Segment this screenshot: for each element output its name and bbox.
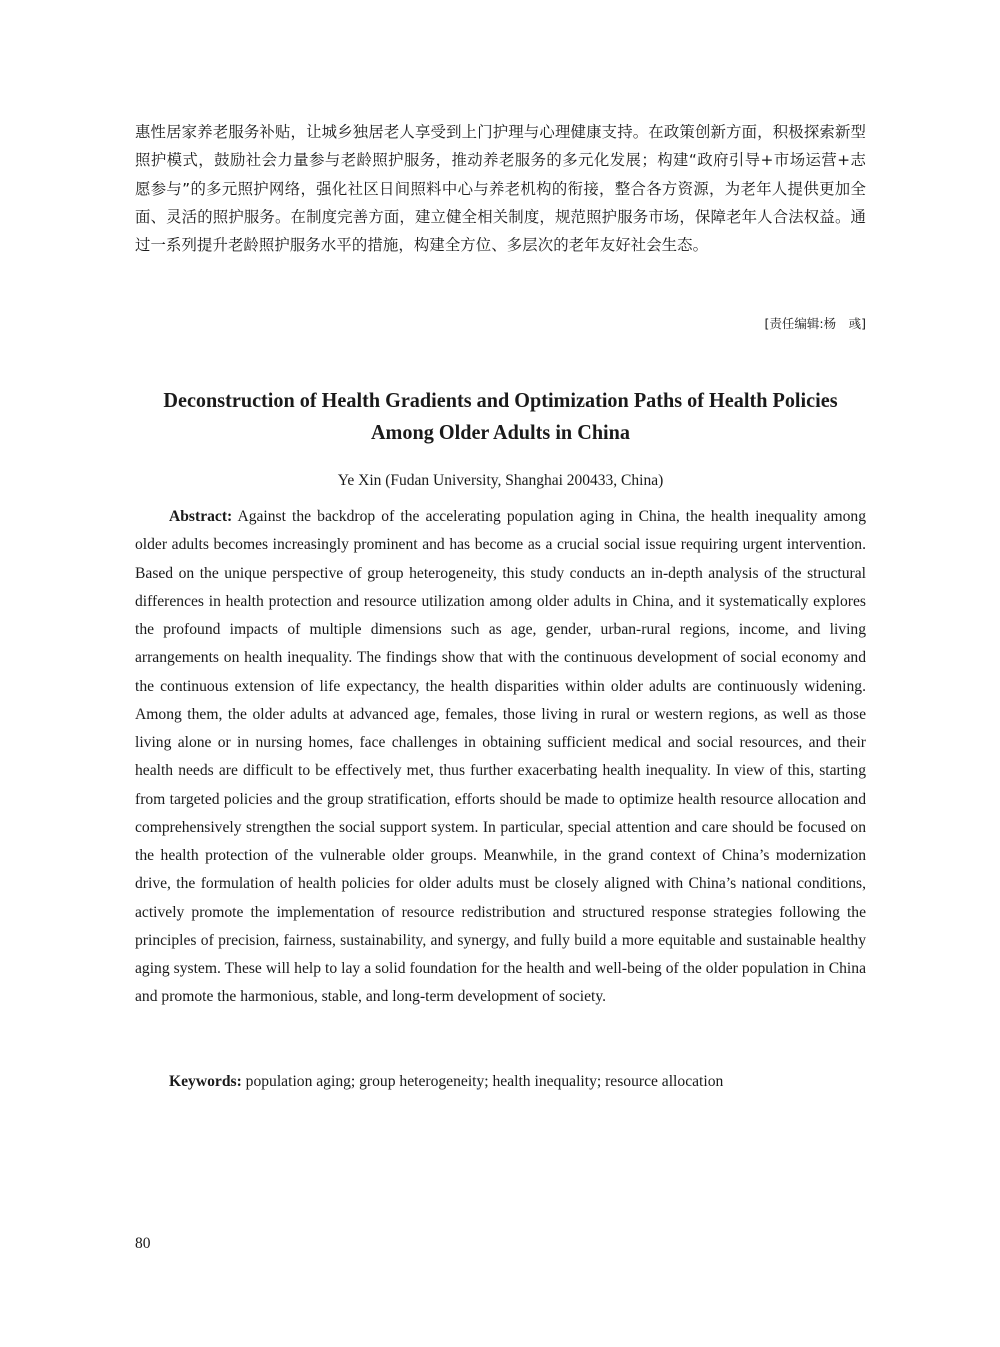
page-number: 80: [135, 1235, 151, 1252]
author-affiliation: Ye Xin (Fudan University, Shanghai 200433, China): [337, 472, 664, 489]
keywords-label: Keywords:: [169, 1073, 242, 1090]
responsible-editor-note: [责任编辑:杨 彧]: [764, 316, 866, 331]
keywords-text: population aging; group heterogeneity; health inequality; resource allocation: [241, 1073, 724, 1090]
abstract-paragraph: [135, 503, 866, 1012]
abstract-text: Against the backdrop of the accelerating population aging in China, the health inequality among older adults becomes increasingly prominent and has become as a crucial social issue requiring urgent intervention. Based on the unique perspective of group heterogeneity, this study conducts an in-depth analysis of the structural differences in health protection and resource utilization among older adults in China, and it systematically explores the profound impacts of multiple dimensions such as age, gender, urban-rural regions, income, and living arrangements on health inequality. The findings show that with the continuous development of social economy and the continuous extension of life expectancy, the health disparities within older adults are continuously widening. Among them, the older adults at advanced age, females, those living in rural or western regions, as well as those living alone or in nursing homes, face challenges in obtaining sufficient medical and social resources, and their health needs are difficult to be effectively met, thus further exacerbating health inequality. In view of this, starting from targeted policies and the group stratification, efforts should be made to optimize health resource allocation and comprehensively strengthen the social support system. In particular, special attention and care should be focused on the health protection of the vulnerable older groups. Meanwhile, in the grand context of China’s modernization drive, the formulation of health policies for older adults must be closely aligned with China’s national conditions, actively promote the implementation of resource redistribution and structured response strategies following the principles of precision, fairness, sustainability, and synergy, and fully build a more equitable and sustainable healthy aging system. These will help to lay a solid foundation for the health and well-being of the older population in China and promote the harmonious, stable, and long-term development of society.: [135, 508, 866, 1006]
chinese-body-paragraph: 惠性居家养老服务补贴，让城乡独居老人享受到上门护理与心理健康支持。在政策创新方面，积极探索新型照护模式，鼓励社会力量参与老龄照护服务，推动养老服务的多元化发展；构建“政府引导+市场运营+志愿参与”的多元照护网络，强化社区日间照料中心与养老机构的衔接，整合各方资源，为老年人提供更加全面、灵活的照护服务。在制度完善方面，建立健全相关制度，规范照护服务市场，保障老年人合法权益。通过一系列提升老龄照护服务水平的措施，构建全方位、多层次的老年友好社会生态。: [135, 123, 866, 255]
abstract-label: Abstract:: [169, 508, 233, 525]
article-title: Deconstruction of Health Gradients and Optimization Paths of Health Policies Among Older Adults in China: [163, 388, 838, 444]
keywords-paragraph: [135, 1068, 866, 1096]
